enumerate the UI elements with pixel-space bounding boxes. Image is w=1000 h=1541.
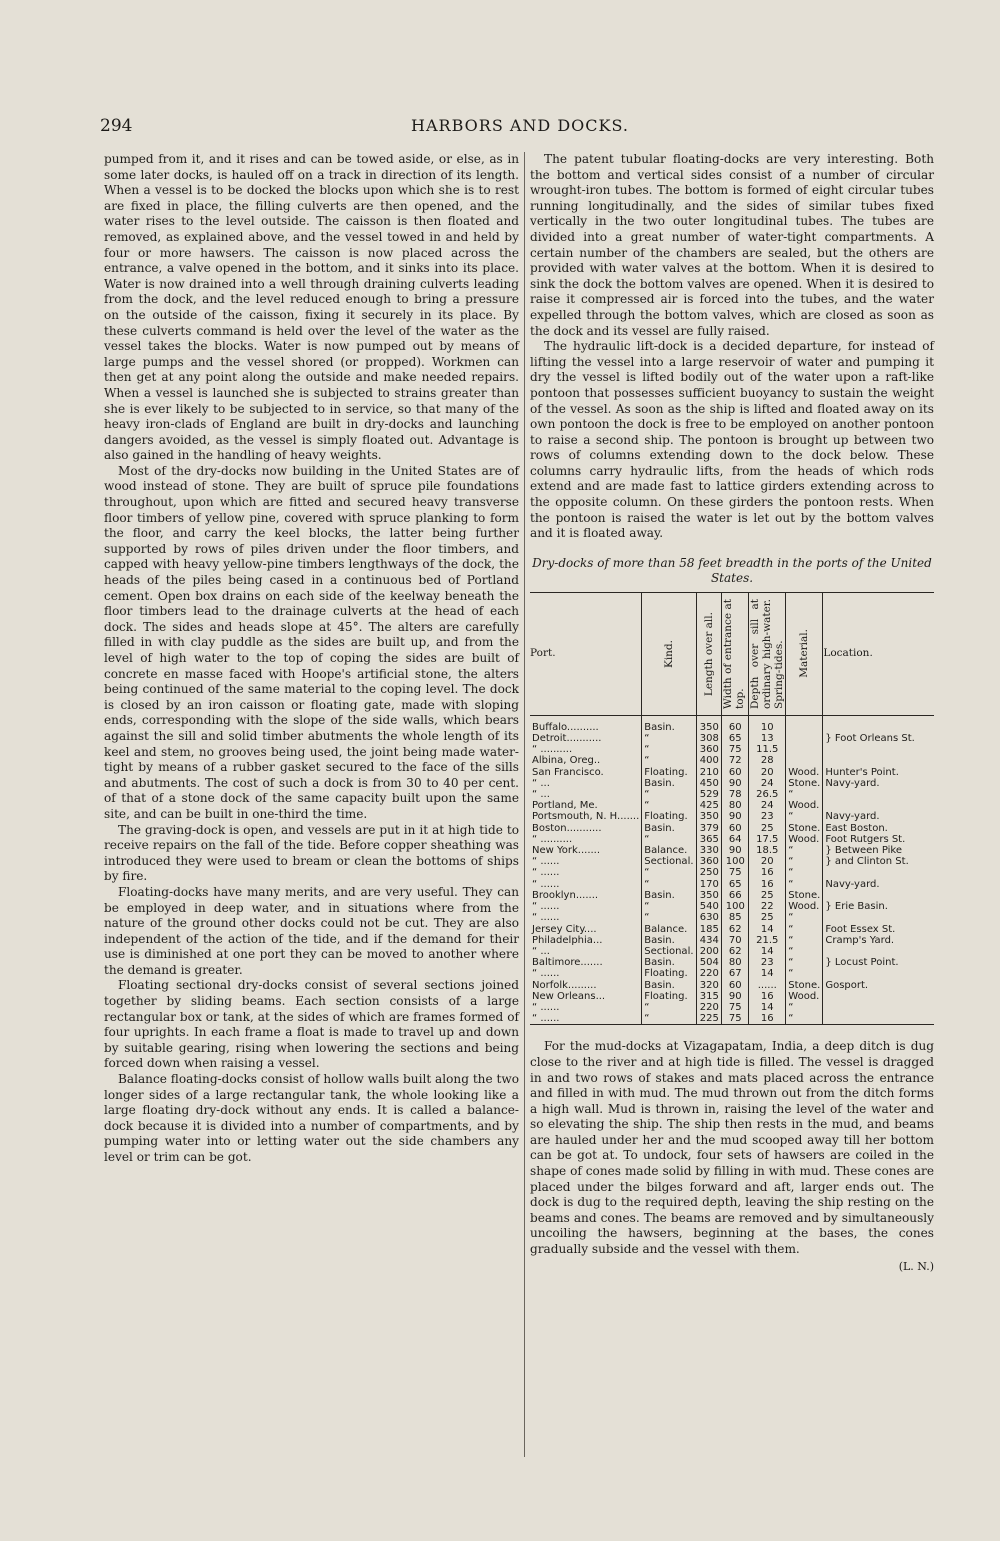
author-credit: (L. N.) bbox=[898, 1259, 934, 1273]
cell-depth: 21.5 bbox=[749, 935, 786, 946]
cell-length: 320 bbox=[697, 980, 722, 991]
table-caption: Dry-docks of more than 58 feet breadth in the ports of the United States. bbox=[532, 555, 932, 585]
cell-kind: Floating. bbox=[642, 968, 697, 979]
cell-port: Brooklyn....... bbox=[532, 889, 599, 901]
table-row bbox=[530, 890, 934, 901]
cell-material: “ bbox=[786, 789, 823, 800]
cell-length: 200 bbox=[697, 946, 722, 957]
cell-location: } Foot Orleans St. bbox=[823, 733, 934, 744]
cell-material: Wood. bbox=[786, 800, 823, 811]
cell-depth: 23 bbox=[749, 957, 786, 968]
cell-kind: “ bbox=[642, 834, 697, 845]
cell-kind: “ bbox=[642, 1002, 697, 1013]
cell-material: Wood. bbox=[786, 901, 823, 912]
cell-location: Foot Essex St. bbox=[823, 924, 934, 935]
cell-kind: “ bbox=[642, 912, 697, 923]
page-header bbox=[100, 116, 940, 140]
table-row bbox=[530, 879, 934, 890]
cell-port: “ ... bbox=[532, 789, 550, 801]
paragraph: The patent tubular floating-docks are very interesting. Both the bottom and vertical sides consist of a number of circular wrought-iron tubes. The bottom is formed of eight circular tubes running longitudinally, and the sides of similar tubes fixed vertically in the two outer longitudinal tubes. The tubes are divided into a great number of water-tight compartments. A certain number of the chambers are sealed, but the others are provided with water valves at the bottom. When it is desired to sink the dock the bottom valves are opened. When it is desired to raise it compressed air is forced into the tubes, and the water expelled through the bottom valves, which are closed as soon as the dock and its vessel are fully raised. bbox=[530, 152, 934, 338]
paragraph: Floating-docks have many merits, and are very useful. They can be employed in deep water, and in situations where from the nature of the ground other docks could not be cut. They are also independent of the action of the tide, and if the demand for their use is diminished at one port they can be moved to another where the demand is greater. bbox=[104, 884, 519, 977]
cell-kind: Basin. bbox=[642, 980, 697, 991]
cell-material bbox=[786, 744, 823, 755]
cell-depth: 25 bbox=[749, 912, 786, 923]
right-column bbox=[530, 152, 934, 1274]
cell-location: Gosport. bbox=[823, 980, 934, 991]
cell-length: 360 bbox=[697, 744, 722, 755]
cell-kind: Floating. bbox=[642, 811, 697, 822]
cell-width: 70 bbox=[722, 935, 749, 946]
cell-port: “ ...... bbox=[532, 867, 560, 879]
cell-width: 62 bbox=[722, 924, 749, 935]
left-column bbox=[104, 152, 519, 1166]
cell-port: Norfolk......... bbox=[532, 979, 597, 991]
cell-material: “ bbox=[786, 912, 823, 923]
table-row bbox=[530, 789, 934, 800]
cell-kind: “ bbox=[642, 744, 697, 755]
cell-depth: 26.5 bbox=[749, 789, 786, 800]
table-row bbox=[530, 800, 934, 811]
cell-depth: 14 bbox=[749, 968, 786, 979]
cell-depth: 25 bbox=[749, 823, 786, 834]
table-row bbox=[530, 755, 934, 766]
cell-port: “ ...... bbox=[532, 1001, 560, 1013]
table-row bbox=[530, 823, 934, 834]
cell-depth: 13 bbox=[749, 733, 786, 744]
cell-location bbox=[823, 789, 934, 800]
cell-material bbox=[786, 715, 823, 733]
cell-port: Philadelphia... bbox=[532, 934, 603, 946]
cell-depth: 23 bbox=[749, 811, 786, 822]
cell-port: “ ... bbox=[532, 777, 550, 789]
table-row bbox=[530, 845, 934, 856]
cell-material: “ bbox=[786, 845, 823, 856]
cell-depth: 25 bbox=[749, 890, 786, 901]
cell-depth: 14 bbox=[749, 946, 786, 957]
cell-depth: 16 bbox=[749, 1013, 786, 1025]
cell-width: 85 bbox=[722, 912, 749, 923]
cell-location: } Erie Basin. bbox=[823, 901, 934, 912]
cell-kind: Basin. bbox=[642, 957, 697, 968]
cell-port: “ ...... bbox=[532, 912, 560, 924]
cell-port: Portland, Me. bbox=[532, 800, 598, 812]
cell-kind: Balance. bbox=[642, 845, 697, 856]
table-row bbox=[530, 867, 934, 878]
cell-port: Portsmouth, N. H....... bbox=[532, 811, 640, 823]
cell-material: “ bbox=[786, 957, 823, 968]
page-number: 294 bbox=[100, 116, 133, 136]
cell-length: 315 bbox=[697, 991, 722, 1002]
cell-kind: “ bbox=[642, 789, 697, 800]
cell-length: 425 bbox=[697, 800, 722, 811]
cell-depth: 18.5 bbox=[749, 845, 786, 856]
table-row bbox=[530, 856, 934, 867]
cell-material: Wood. bbox=[786, 834, 823, 845]
paragraph: Most of the dry-docks now building in the United States are of wood instead of stone. They are built of spruce pile foundations throughout, upon which are fitted and secured heavy transverse floor timbers of yellow pine, covered with spruce planking to form the floor, and carry the keel blocks, the latter being further supported by rows of piles driven under the floor timbers, and capped with heavy yellow-pine timbers lengthways of the dock, the heads of the piles being cased in a continuous bed of Portland cement. Open box drains on each side of the keelway beneath the floor timbers lead to the drainage culverts at the head of each dock. The sides and heads slope at 45°. The alters are carefully filled in with clay puddle as the sides are built up, and from the level of high water to the top of coping the sides are built of concrete en masse faced with Hoope's artificial stone, the alters being continued of the same material to the coping level. The dock is closed by an iron caisson or floating gate, made with sloping ends, corresponding with the slope of the side walls, which bears against the sill and solid timber abutments the whole length of its keel and stem, no grooves being used, the joint being made water-tight by means of a rubber gasket secured to the face of the sills and abutments. The cost of such a dock is from 30 to 40 per cent. of that of a stone dock of the same capacity built upon the same site, and can be built in one-third the time. bbox=[104, 463, 519, 821]
cell-width: 75 bbox=[722, 744, 749, 755]
header-location: Location. bbox=[823, 592, 934, 715]
table-row bbox=[530, 946, 934, 957]
cell-depth: 14 bbox=[749, 1002, 786, 1013]
cell-length: 434 bbox=[697, 935, 722, 946]
table-row bbox=[530, 1002, 934, 1013]
table-row bbox=[530, 957, 934, 968]
cell-length: 450 bbox=[697, 778, 722, 789]
cell-length: 170 bbox=[697, 879, 722, 890]
dry-docks-table bbox=[530, 592, 934, 1025]
table-row bbox=[530, 767, 934, 778]
cell-kind: “ bbox=[642, 800, 697, 811]
running-title: HARBORS AND DOCKS. bbox=[411, 116, 629, 135]
cell-material: “ bbox=[786, 935, 823, 946]
cell-length: 250 bbox=[697, 867, 722, 878]
cell-length: 529 bbox=[697, 789, 722, 800]
cell-length: 220 bbox=[697, 968, 722, 979]
cell-location bbox=[823, 800, 934, 811]
cell-port: Baltimore....... bbox=[532, 957, 603, 969]
paragraph: pumped from it, and it rises and can be towed aside, or else, as in some later docks, is hauled off on a track in direction of its length. When a vessel is to be docked the blocks upon which she is to rest are fixed in place, the filling culverts are then opened, and the water rises to the level outside. The caisson is then floated and removed, as explained above, and the vessel towed in and held by four or more hawsers. The caisson is now placed across the entrance, a valve opened in the bottom, and it sinks into its place. Water is now drained into a well through draining culverts leading from the dock, and the level reduced enough to bring a pressure on the outside of the caisson, fixing it securely in its place. By these culverts command is held over the level of the water as the vessel takes the blocks. Water is now pumped out by means of large pumps and the vessel shored (or propped). Workmen can then get at any point along the outside and make needed repairs. When a vessel is launched she is subjected to strains greater than she is ever likely to be subjected to in service, so that many of the heavy iron-clads of England are built in dry-docks and launching dangers avoided, as the vessel is simply floated out. Advantage is also gained in the handling of heavy weights. bbox=[104, 152, 519, 463]
cell-material: “ bbox=[786, 924, 823, 935]
cell-port: “ ...... bbox=[532, 856, 560, 868]
cell-kind: Basin. bbox=[642, 890, 697, 901]
cell-width: 80 bbox=[722, 957, 749, 968]
cell-material bbox=[786, 755, 823, 766]
cell-material: Stone. bbox=[786, 823, 823, 834]
cell-length: 330 bbox=[697, 845, 722, 856]
cell-kind: Basin. bbox=[642, 935, 697, 946]
table-row bbox=[530, 744, 934, 755]
header-depth: Depth over sill at ordinary high-water. Spring-tides. bbox=[749, 592, 786, 715]
cell-length: 220 bbox=[697, 1002, 722, 1013]
cell-material: Stone. bbox=[786, 980, 823, 991]
cell-material: Stone. bbox=[786, 890, 823, 901]
cell-depth: 17.5 bbox=[749, 834, 786, 845]
cell-port: San Francisco. bbox=[532, 766, 604, 778]
cell-kind: “ bbox=[642, 755, 697, 766]
cell-kind: Floating. bbox=[642, 991, 697, 1002]
cell-length: 630 bbox=[697, 912, 722, 923]
cell-port: “ ...... bbox=[532, 901, 560, 913]
table-row bbox=[530, 733, 934, 744]
table-body bbox=[530, 715, 934, 1024]
table-row bbox=[530, 912, 934, 923]
cell-kind: “ bbox=[642, 733, 697, 744]
cell-material: “ bbox=[786, 968, 823, 979]
cell-depth: 10 bbox=[749, 715, 786, 733]
cell-material: “ bbox=[786, 811, 823, 822]
cell-location bbox=[823, 1002, 934, 1013]
cell-depth: 20 bbox=[749, 856, 786, 867]
cell-kind: Basin. bbox=[642, 823, 697, 834]
cell-location bbox=[823, 755, 934, 766]
column-divider bbox=[524, 152, 525, 1457]
cell-material: Stone. bbox=[786, 778, 823, 789]
cell-material: “ bbox=[786, 946, 823, 957]
cell-length: 350 bbox=[697, 811, 722, 822]
cell-length: 504 bbox=[697, 957, 722, 968]
cell-length: 185 bbox=[697, 924, 722, 935]
cell-depth: 24 bbox=[749, 800, 786, 811]
table-row bbox=[530, 715, 934, 733]
cell-width: 90 bbox=[722, 845, 749, 856]
cell-width: 66 bbox=[722, 890, 749, 901]
cell-port: Albina, Oreg.. bbox=[532, 755, 601, 767]
cell-location: } Locust Point. bbox=[823, 957, 934, 968]
cell-depth: 22 bbox=[749, 901, 786, 912]
cell-length: 400 bbox=[697, 755, 722, 766]
header-width: Width of entrance at top. bbox=[722, 592, 749, 715]
cell-port: “ ...... bbox=[532, 968, 560, 980]
cell-width: 80 bbox=[722, 800, 749, 811]
cell-port: “ ... bbox=[532, 945, 550, 957]
cell-port: “ .......... bbox=[532, 833, 573, 845]
cell-length: 225 bbox=[697, 1013, 722, 1025]
header-length: Length over all. bbox=[697, 592, 722, 715]
header-port: Port. bbox=[530, 592, 642, 715]
cell-width: 72 bbox=[722, 755, 749, 766]
cell-width: 75 bbox=[722, 867, 749, 878]
table-row bbox=[530, 980, 934, 991]
cell-location bbox=[823, 912, 934, 923]
cell-material: “ bbox=[786, 856, 823, 867]
cell-location: Navy-yard. bbox=[823, 879, 934, 890]
cell-width: 75 bbox=[722, 1002, 749, 1013]
cell-width: 65 bbox=[722, 879, 749, 890]
cell-kind: “ bbox=[642, 879, 697, 890]
cell-kind: “ bbox=[642, 901, 697, 912]
paragraph: The graving-dock is open, and vessels are put in it at high tide to receive repairs on the fall of the tide. Before copper sheathing was introduced they were used to bream or clean the bottoms of ships by fire. bbox=[104, 822, 519, 884]
cell-width: 60 bbox=[722, 980, 749, 991]
cell-depth: 28 bbox=[749, 755, 786, 766]
table-row bbox=[530, 778, 934, 789]
paragraph: For the mud-docks at Vizagapatam, India, a deep ditch is dug close to the river and at high tide is filled. The vessel is dragged in and two rows of stakes and mats placed across the entrance and filled in with mud. The mud thrown out from the ditch forms a high wall. Mud is thrown in, raising the level of the water and so elevating the ship. The ship then rests in the mud, and beams are hauled under her and the mud scooped away till her bottom can be got at. To undock, four sets of hawsers are coiled in the shape of cones made solid by filling in with mud. These cones are placed under the bilges forward and aft, larger ends out. The dock is dug to the required depth, leaving the ship resting on the beams and cones. The beams are removed and by simultaneously uncoiling the hawsers, beginning at the bases, the cones gradually subside and the vessel with them. bbox=[530, 1039, 934, 1257]
cell-kind: Sectional. bbox=[642, 856, 697, 867]
cell-location bbox=[823, 890, 934, 901]
cell-material: Wood. bbox=[786, 767, 823, 778]
cell-port: “ .......... bbox=[532, 744, 573, 756]
cell-width: 60 bbox=[722, 767, 749, 778]
cell-depth: 14 bbox=[749, 924, 786, 935]
header-kind: Kind. bbox=[642, 592, 697, 715]
cell-width: 78 bbox=[722, 789, 749, 800]
cell-width: 90 bbox=[722, 991, 749, 1002]
cell-location bbox=[823, 1013, 934, 1025]
table-row bbox=[530, 968, 934, 979]
cell-kind: Sectional. bbox=[642, 946, 697, 957]
cell-kind: “ bbox=[642, 1013, 697, 1025]
cell-width: 90 bbox=[722, 778, 749, 789]
cell-material bbox=[786, 733, 823, 744]
cell-material: “ bbox=[786, 1013, 823, 1025]
cell-location: Navy-yard. bbox=[823, 811, 934, 822]
table-row bbox=[530, 901, 934, 912]
cell-kind: Floating. bbox=[642, 767, 697, 778]
cell-location: Cramp's Yard. bbox=[823, 935, 934, 946]
cell-kind: “ bbox=[642, 867, 697, 878]
cell-material: “ bbox=[786, 867, 823, 878]
cell-location: Foot Rutgers St. bbox=[823, 834, 934, 845]
cell-depth: 24 bbox=[749, 778, 786, 789]
cell-location bbox=[823, 867, 934, 878]
cell-depth: 20 bbox=[749, 767, 786, 778]
cell-location: East Boston. bbox=[823, 823, 934, 834]
cell-port: New Orleans... bbox=[532, 990, 606, 1002]
cell-port: Detroit........... bbox=[532, 733, 602, 745]
cell-length: 379 bbox=[697, 823, 722, 834]
paragraph: Balance floating-docks consist of hollow walls built along the two longer sides of a large rectangular tank, the whole looking like a large floating dry-dock without any ends. It is called a balance-dock because it is divided into a number of compartments, and by pumping water into or letting water out the side chambers any level or trim can be got. bbox=[104, 1072, 519, 1164]
cell-material: Wood. bbox=[786, 991, 823, 1002]
paragraph: Floating sectional dry-docks consist of several sections joined together by sliding beams. Each section consists of a large rectangular box or tank, at the sides of which are frames formed of four uprights. In each frame a float is made to travel up and down by suitable gearing, rising when lowering the sections and being forced down when raising a vessel. bbox=[104, 978, 519, 1071]
cell-location: } Between Pike bbox=[823, 845, 934, 856]
cell-location bbox=[823, 991, 934, 1002]
cell-location bbox=[823, 968, 934, 979]
cell-length: 350 bbox=[697, 890, 722, 901]
cell-width: 67 bbox=[722, 968, 749, 979]
cell-port: Jersey City.... bbox=[532, 923, 597, 935]
table-row bbox=[530, 811, 934, 822]
cell-port: “ ...... bbox=[532, 878, 560, 890]
cell-port: New York....... bbox=[532, 845, 601, 857]
cell-depth: 16 bbox=[749, 879, 786, 890]
cell-length: 540 bbox=[697, 901, 722, 912]
cell-length: 365 bbox=[697, 834, 722, 845]
cell-width: 62 bbox=[722, 946, 749, 957]
cell-width: 65 bbox=[722, 733, 749, 744]
table-row bbox=[530, 834, 934, 845]
cell-kind: Basin. bbox=[642, 778, 697, 789]
cell-length: 350 bbox=[697, 715, 722, 733]
cell-width: 100 bbox=[722, 901, 749, 912]
cell-width: 100 bbox=[722, 856, 749, 867]
cell-port: Buffalo.......... bbox=[532, 721, 599, 733]
cell-width: 64 bbox=[722, 834, 749, 845]
cell-depth: ...... bbox=[749, 980, 786, 991]
cell-depth: 16 bbox=[749, 867, 786, 878]
cell-material: “ bbox=[786, 1002, 823, 1013]
cell-kind: Balance. bbox=[642, 924, 697, 935]
cell-location: Navy-yard. bbox=[823, 778, 934, 789]
cell-location: Hunter's Point. bbox=[823, 767, 934, 778]
table-row bbox=[530, 991, 934, 1002]
header-material: Material. bbox=[786, 592, 823, 715]
cell-width: 60 bbox=[722, 823, 749, 834]
cell-length: 308 bbox=[697, 733, 722, 744]
cell-depth: 11.5 bbox=[749, 744, 786, 755]
table-row bbox=[530, 1013, 934, 1025]
cell-width: 75 bbox=[722, 1013, 749, 1025]
cell-location bbox=[823, 946, 934, 957]
cell-location: } and Clinton St. bbox=[823, 856, 934, 867]
cell-kind: Basin. bbox=[642, 715, 697, 733]
table-row bbox=[530, 924, 934, 935]
cell-width: 90 bbox=[722, 811, 749, 822]
cell-port: Boston........... bbox=[532, 822, 602, 834]
paragraph: The hydraulic lift-dock is a decided departure, for instead of lifting the vessel into a large reservoir of water and pumping it dry the vessel is lifted bodily out of the water upon a raft-like pontoon that possesses sufficient buoyancy to sustain the weight of the vessel. As soon as the ship is lifted and floated away on its own pontoon the dock is free to be employed on another pontoon to raise a second ship. The pontoon is brought up between two rows of columns extending down to the dock below. These columns carry hydraulic lifts, from the heads of which rods extend and are made fast to lattice girders extending across to the opposite column. On these girders the pontoon rests. When the pontoon is raised the water is let out by the bottom valves and it is floated away. bbox=[530, 339, 934, 541]
cell-material: “ bbox=[786, 879, 823, 890]
cell-width: 60 bbox=[722, 715, 749, 733]
cell-depth: 16 bbox=[749, 991, 786, 1002]
cell-location bbox=[823, 744, 934, 755]
cell-location bbox=[823, 715, 934, 733]
cell-port: “ ...... bbox=[532, 1013, 560, 1025]
cell-length: 360 bbox=[697, 856, 722, 867]
cell-length: 210 bbox=[697, 767, 722, 778]
table-row bbox=[530, 935, 934, 946]
